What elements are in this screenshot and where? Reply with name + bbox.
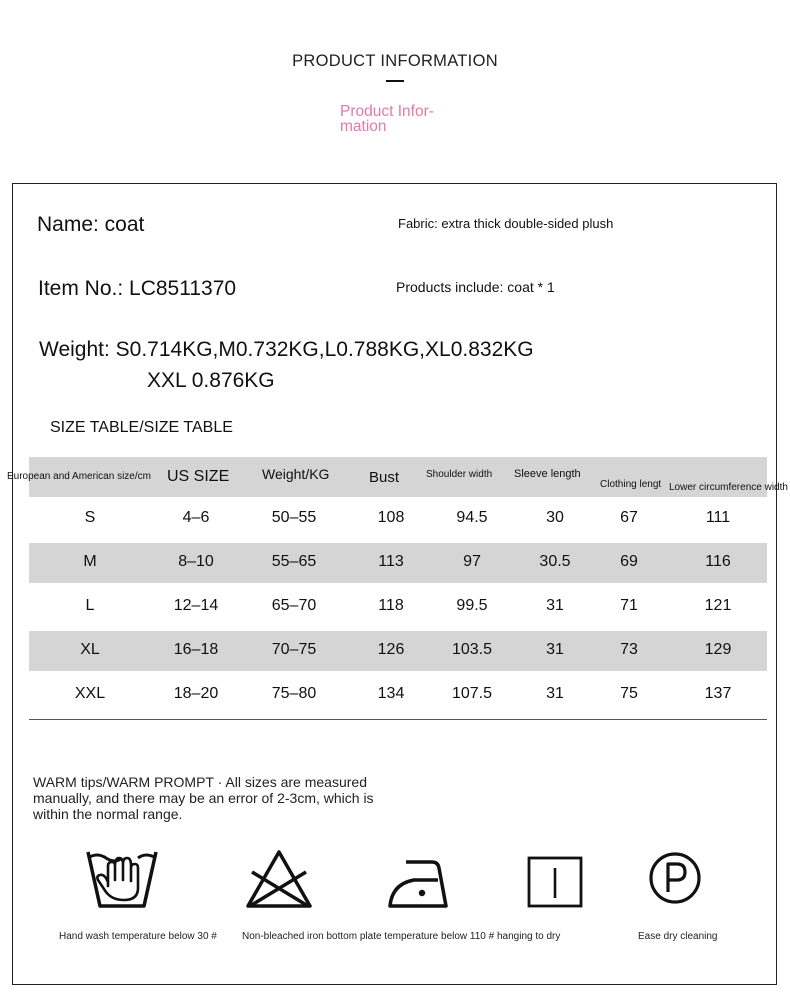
cell-xl-sleeve: 31	[546, 641, 564, 658]
products-include: Products include: coat * 1	[396, 279, 555, 295]
header-bust: Bust	[369, 469, 400, 486]
cell-m-bust: 113	[378, 553, 404, 570]
cell-m-shoulder: 97	[463, 553, 481, 570]
cell-xl-bust: 126	[377, 641, 405, 658]
cell-m-eu: M	[83, 553, 97, 570]
weight-line-2: XXL 0.876KG	[147, 369, 275, 392]
cell-s-bust: 108	[377, 509, 405, 526]
cell-l-bust: 118	[378, 597, 404, 614]
cell-l-us: 12–14	[173, 597, 219, 614]
cell-xxl-length: 75	[620, 685, 638, 702]
cell-xl-us: 16–18	[173, 641, 219, 658]
cell-l-sleeve: 31	[546, 597, 564, 614]
cell-m-lower: 116	[705, 553, 731, 570]
cell-l-shoulder: 99.5	[456, 597, 488, 614]
cell-s-sleeve: 30	[546, 509, 564, 526]
cell-xxl-sleeve: 31	[546, 685, 564, 702]
cell-s-lower: 111	[705, 509, 731, 526]
header-us-size: US SIZE	[167, 468, 230, 485]
cell-xl-lower: 129	[704, 641, 732, 658]
cell-m-weight: 55–65	[271, 553, 317, 570]
cell-xl-eu: XL	[80, 641, 100, 658]
header-weight: Weight/KG	[262, 466, 330, 482]
dry-clean-icon	[647, 850, 703, 906]
dry-clean-label: Ease dry cleaning	[638, 931, 718, 942]
cell-s-eu: S	[84, 509, 96, 526]
cell-l-lower: 121	[704, 597, 732, 614]
cell-xl-weight: 70–75	[271, 641, 317, 658]
page-title: PRODUCT INFORMATION	[292, 52, 498, 70]
product-fabric: Fabric: extra thick double-sided plush	[398, 216, 614, 231]
cell-l-eu: L	[85, 597, 95, 614]
cell-s-length: 67	[620, 509, 638, 526]
size-table-title: SIZE TABLE/SIZE TABLE	[50, 419, 233, 436]
cell-xxl-eu: XXL	[74, 685, 106, 702]
iron-and-dry-label: Non-bleached iron bottom plate temperature below 110 # hanging to dry	[242, 931, 561, 942]
cell-m-sleeve: 30.5	[539, 553, 571, 570]
cell-m-us: 8–10	[178, 553, 214, 570]
cell-l-length: 71	[620, 597, 638, 614]
cell-xxl-weight: 75–80	[271, 685, 317, 702]
weight-line-1: Weight: S0.714KG,M0.732KG,L0.788KG,XL0.832KG	[39, 338, 534, 361]
product-name: Name: coat	[37, 213, 145, 236]
cell-m-length: 69	[620, 553, 638, 570]
cell-s-weight: 50–55	[271, 509, 317, 526]
page-subtitle: Product Infor- mation	[340, 103, 434, 135]
hand-wash-icon	[84, 848, 160, 912]
warm-tips: WARM tips/WARM PROMPT · All sizes are measured manually, and there may be an error of 2-3cm, which is within the normal range.	[33, 774, 374, 822]
item-number: Item No.: LC8511370	[38, 277, 237, 300]
cell-xxl-us: 18–20	[173, 685, 219, 702]
cell-s-shoulder: 94.5	[456, 509, 488, 526]
cell-l-weight: 65–70	[271, 597, 317, 614]
cell-xxl-lower: 137	[704, 685, 732, 702]
header-eu-size: European and American size/cm	[7, 471, 151, 482]
title-underline	[386, 80, 404, 82]
hang-dry-icon	[527, 856, 583, 908]
cell-xxl-shoulder: 107.5	[451, 685, 493, 702]
hand-wash-label: Hand wash temperature below 30 #	[59, 931, 217, 942]
header-shoulder: Shoulder width	[426, 469, 493, 480]
iron-low-temp-icon	[386, 856, 450, 912]
cell-xl-shoulder: 103.5	[451, 641, 493, 658]
header-sleeve: Sleeve length	[514, 468, 581, 480]
size-table	[7, 457, 788, 720]
header-clothing-length: Clothing lengt	[600, 479, 662, 490]
cell-s-us: 4–6	[182, 509, 210, 526]
do-not-bleach-icon	[244, 848, 314, 910]
cell-xl-length: 73	[620, 641, 638, 658]
header-lower-circumference: Lower circumference width	[669, 482, 788, 493]
cell-xxl-bust: 134	[377, 685, 405, 702]
